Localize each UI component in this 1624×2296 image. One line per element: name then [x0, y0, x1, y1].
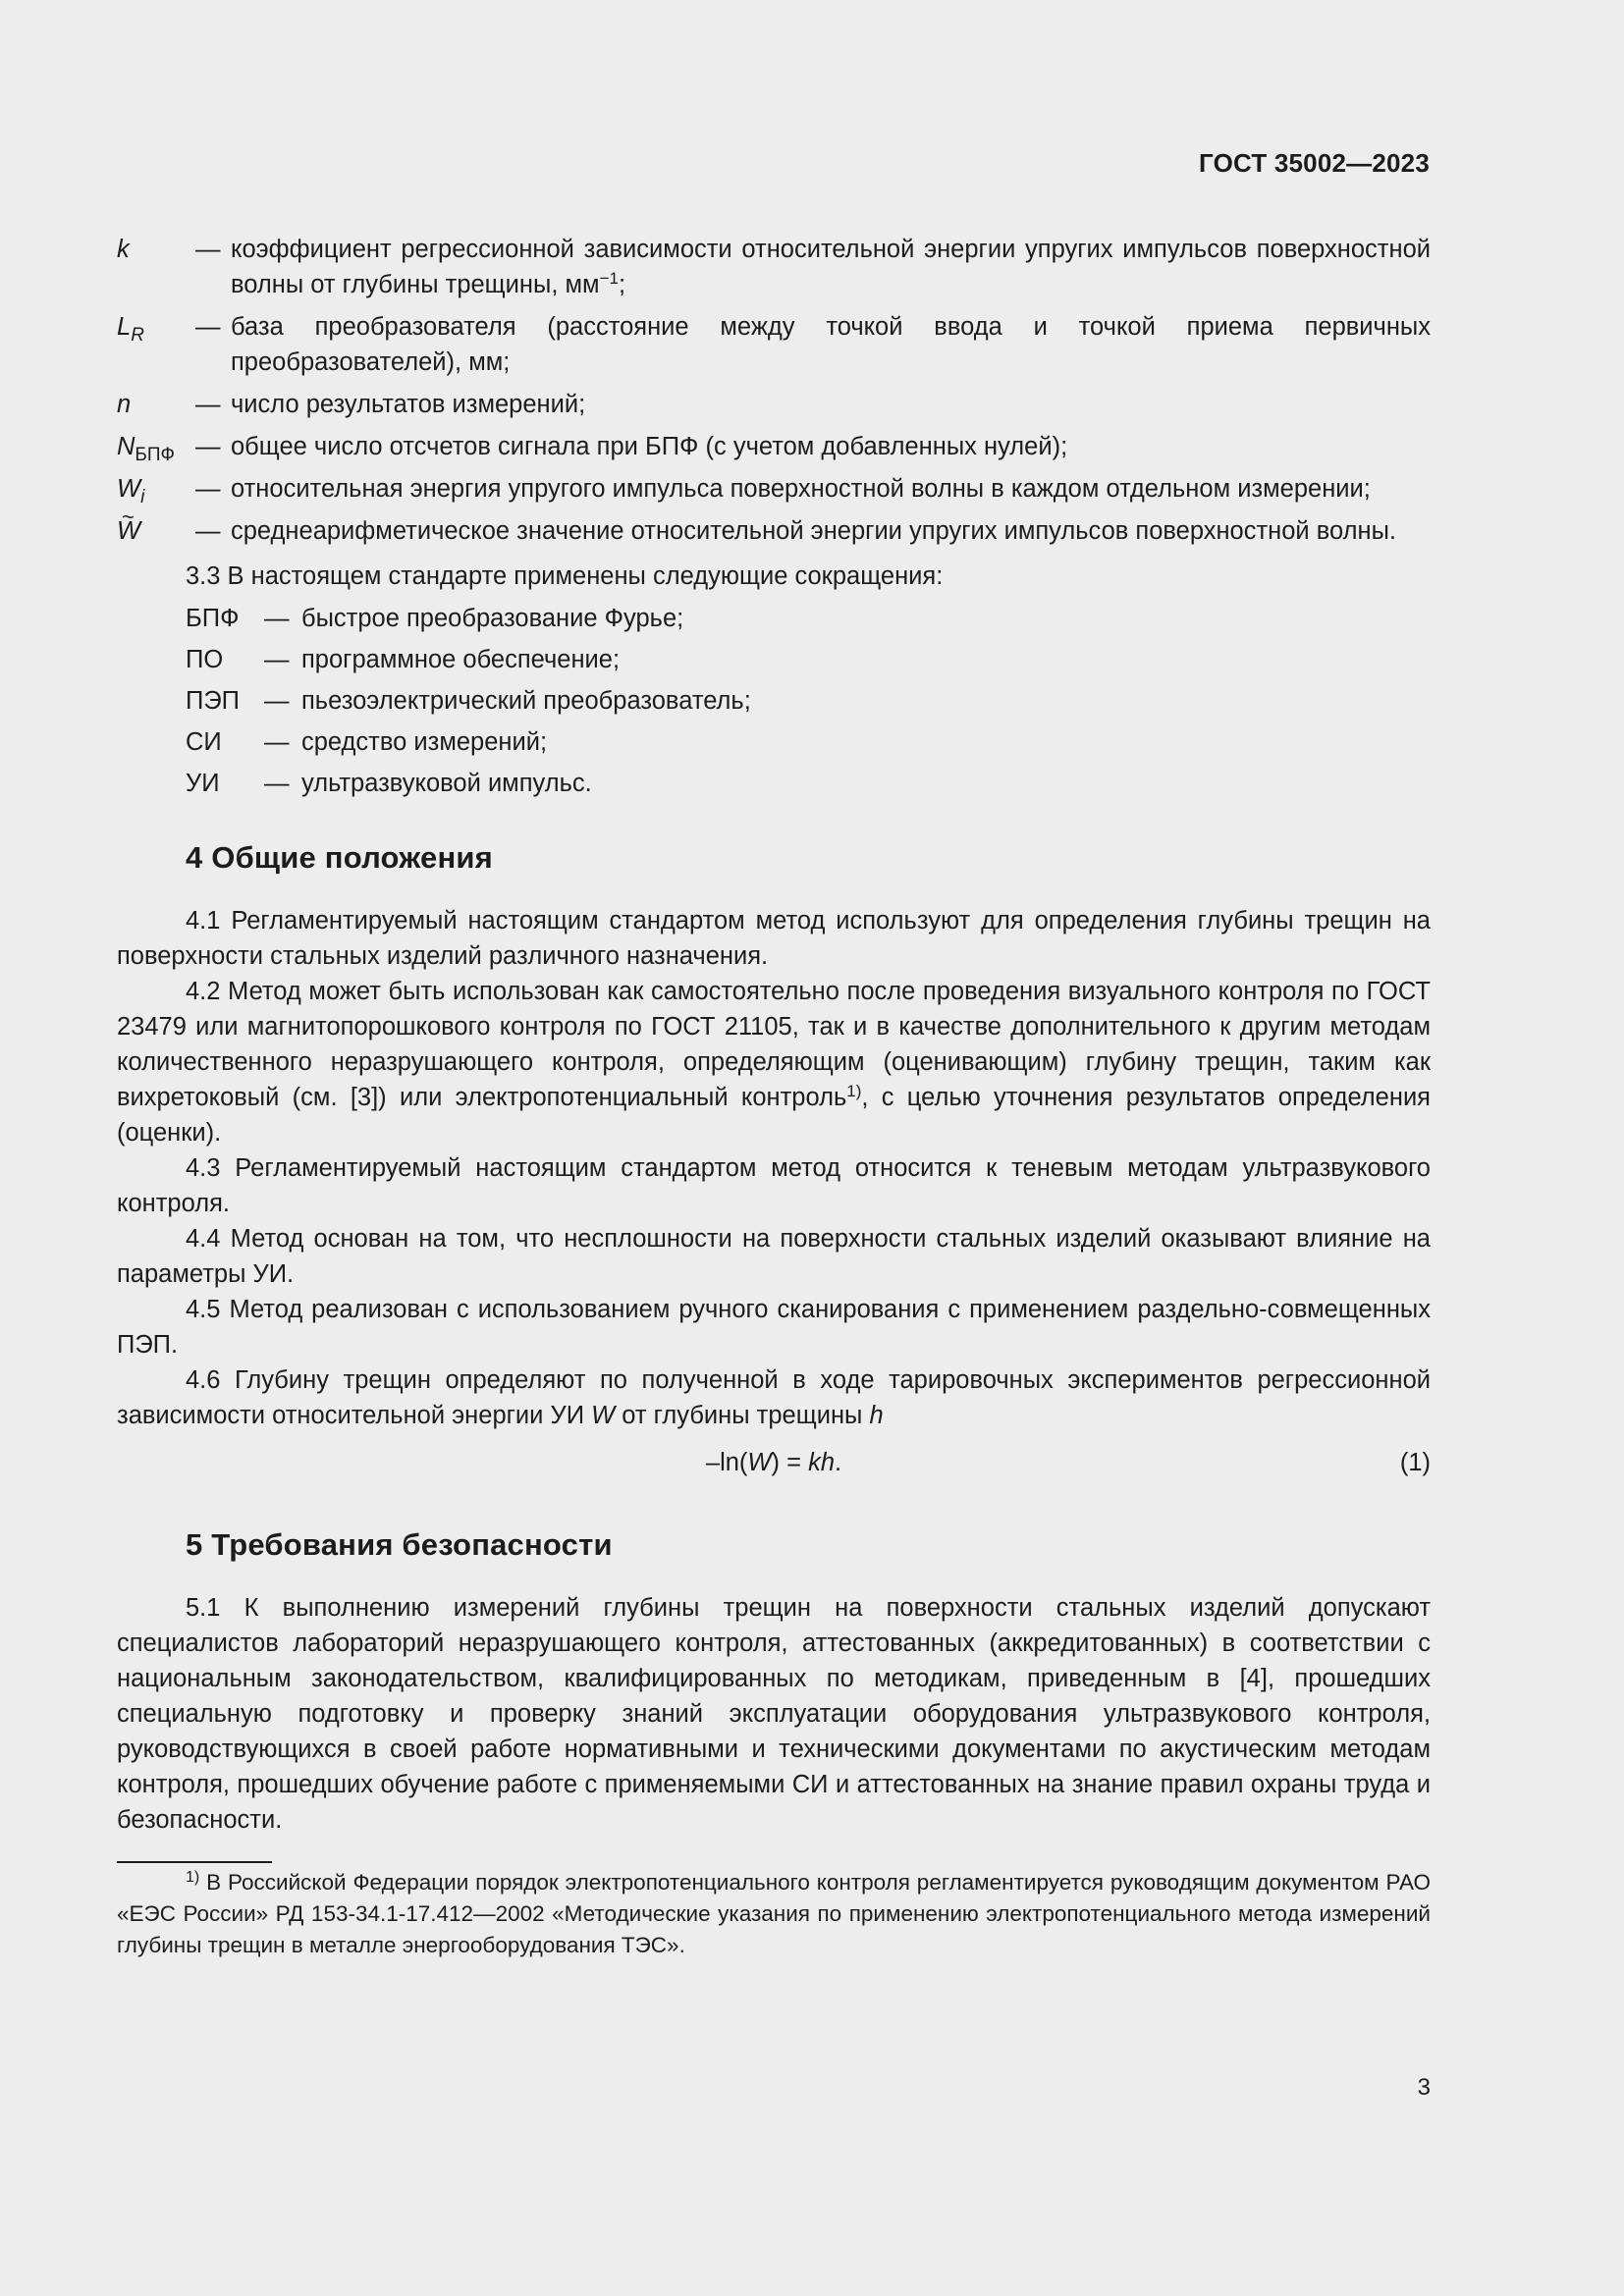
symbol-row-w-mean [117, 513, 1431, 549]
footnote-marker: 1) [186, 1869, 200, 1886]
abbreviation-row [186, 683, 1431, 719]
symbol-definition: коэффициент регрессионной зависимости относительной энергии упругих импульсов поверхностной волны от глубины трещины, $мм^{-1}$; [231, 236, 1431, 298]
symbol-definition: среднеарифметическое значение относительной энергии упругих импульсов поверхностной волны. [231, 517, 1397, 545]
dash: — [264, 770, 290, 797]
dash: — [195, 475, 221, 503]
symbol-row-lr [117, 309, 1431, 380]
abbreviation: ПО [186, 646, 224, 673]
symbol: k [117, 236, 130, 263]
abbreviation-row [186, 601, 1431, 636]
dash: — [195, 517, 221, 545]
document-id-header: ГОСТ 35002—2023 [1199, 148, 1430, 178]
dash: — [264, 605, 290, 632]
symbol: ~ W [117, 513, 195, 549]
symbol-row-wi [117, 471, 1431, 507]
clause-4-1: 4.1 Регламентируемый настоящим стандартом метод используют для определения глубины трещин на поверхности стальных изделий различного назначения. [117, 907, 1431, 970]
dash: — [264, 728, 290, 756]
formula-number: (1) [1399, 1449, 1431, 1476]
abbreviation-meaning: программное обеспечение; [301, 646, 621, 673]
symbol-definition: общее число отсчетов сигнала при БПФ (с учетом добавленных нулей); [231, 433, 1068, 460]
abbreviation: ПЭП [186, 687, 240, 715]
abbreviation-row [186, 766, 1431, 801]
abbreviation-meaning: пьезоэлектрический преобразователь; [301, 687, 751, 715]
dash: — [195, 313, 221, 341]
section-4-title: 4 Общие положения [186, 840, 493, 875]
abbreviation: БПФ [186, 605, 240, 632]
page-number: 3 [1417, 2074, 1431, 2101]
abbreviation-meaning: средство измерений; [301, 728, 548, 756]
clause-5-1: 5.1 К выполнению измерений глубины трещин на поверхности стальных изделий допускают специалистов лабораторий неразрушающего контроля, аттестованных (аккредитованных) в соответствии с национальным законодательством, квалифицированных по методикам, приведенным в [4], прошедших специальную подготовку и проверку знаний эксплуатации оборудования ультразвукового контроля, руководствующихся в своей работе нормативными и техническими документами по акустическим методам контроля, прошедших обучение работе с применяемыми СИ и аттестованных на знание правил охраны труда и безопасности. [117, 1594, 1431, 1834]
dash: — [264, 687, 290, 715]
formula-1 [117, 1445, 1431, 1480]
abbreviation: СИ [186, 728, 222, 756]
footnote-divider [117, 1861, 272, 1863]
symbol: $N_{БПФ}$ [117, 433, 175, 465]
symbol-definition: число результатов измерений; [231, 391, 586, 418]
footnote: $^{1)}$ В Российской Федерации порядок электропотенциального контроля регламентируется руководящим документом РАО «ЕЭС России» РД 153-34.1-17.412—2002 «Методические указания по применению электропотенциального метода измерений глубины трещин в металле энергооборудования ТЭС». [117, 1869, 1431, 1957]
clause-4-6: 4.6 Глубину трещин определяют по полученной в ходе тарировочных экспериментов регрессионной зависимости относительной энергии УИ W от глубины трещины h [117, 1366, 1431, 1429]
formula-expression: –ln(W) = kh. [705, 1449, 842, 1476]
symbol-row-nfft [117, 429, 1431, 464]
abbreviation-meaning: ультразвуковой импульс. [301, 770, 592, 797]
dash: — [195, 236, 221, 263]
abbreviation-row [186, 724, 1431, 760]
footnote-ref: 1) [846, 1082, 862, 1100]
clause-4-5: 4.5 Метод реализован с использованием ручного сканирования с применением раздельно-совмещенных ПЭП. [117, 1296, 1431, 1359]
symbol-list [117, 232, 1431, 549]
symbol-definition: относительная энергия упругого импульса поверхностной волны в каждом отдельном измерении; [231, 475, 1371, 503]
symbol-row-k [117, 232, 1431, 302]
clause-4-4: 4.4 Метод основан на том, что несплошности на поверхности стальных изделий оказывают влияние на параметры УИ. [117, 1225, 1431, 1288]
dash: — [195, 391, 221, 418]
section-5-title: 5 Требования безопасности [186, 1527, 613, 1562]
page-content [117, 232, 1431, 1961]
dash: — [264, 646, 290, 673]
abbreviation: УИ [186, 770, 220, 797]
symbol: $W_i$ [117, 475, 145, 507]
symbol-definition: база преобразователя (расстояние между точкой ввода и точкой приема первичных преобразователей), мм; [231, 313, 1431, 376]
clause-4-3: 4.3 Регламентируемый настоящим стандартом метод относится к теневым методам ультразвукового контроля. [117, 1154, 1431, 1217]
symbol: $L_R$ [117, 313, 144, 346]
clause-4-2: 4.2 Метод может быть использован как самостоятельно после проведения визуального контроля по ГОСТ 23479 или магнитопорошкового контроля по ГОСТ 21105, так и в качестве дополнительного к другим методам количественного неразрушающего контроля, определяющим (оценивающим) глубину трещин, таким как вихретоковый (см. [3]) или электропотенциальный контроль$^{1)}$, с целью уточнения результатов определения (оценки). [117, 978, 1431, 1147]
symbol-row-n [117, 387, 1431, 422]
symbol: n [117, 391, 132, 418]
abbreviation-row [186, 642, 1431, 677]
abbreviation-meaning: быстрое преобразование Фурье; [301, 605, 684, 632]
abbreviation-list [186, 601, 1431, 801]
clause-3-3: 3.3 В настоящем стандарте применены следующие сокращения: [186, 562, 944, 590]
dash: — [195, 433, 221, 460]
